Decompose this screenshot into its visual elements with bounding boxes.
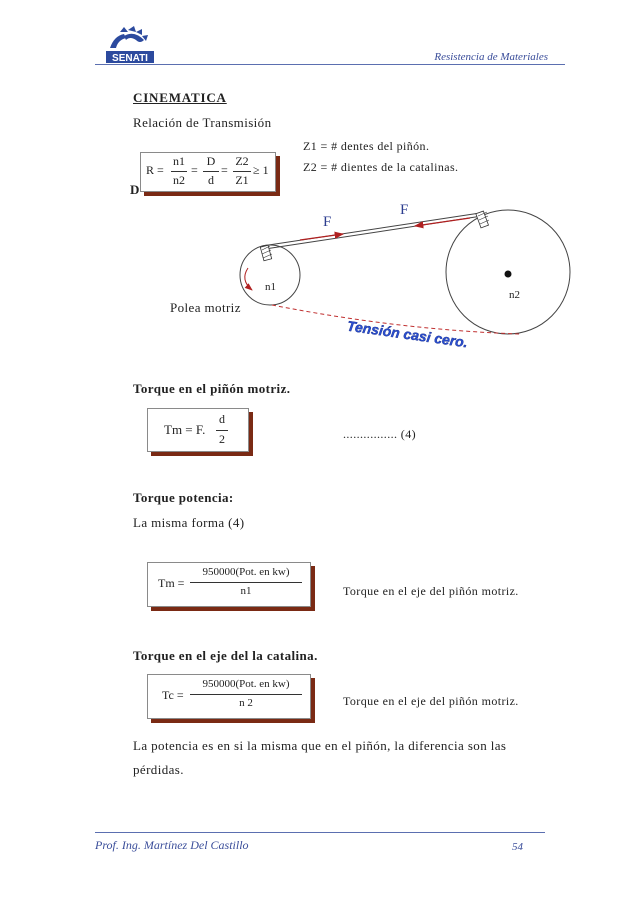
torque-pinion-num: d [219,412,225,426]
footer-author: Prof. Ing. Martínez Del Castillo [95,838,249,852]
force-label-right: F [400,202,409,218]
formula-r-lhs: R = [146,163,164,177]
formula-r-f2-den: d [208,173,214,187]
section-subtitle: Relación de Transmisión [133,115,272,130]
footer-rule [95,832,545,833]
torque-sprocket-num: 950000(Pot. en kw) [202,678,290,690]
torque-sprocket-den: n 2 [239,697,253,709]
force-label-left: F [323,214,332,230]
torque-pinion-line [216,430,228,431]
torque-sprocket-title: Torque en el eje del la catalina. [133,648,318,663]
torque-power-num: 950000(Pot. en kw) [202,566,290,578]
formula-r-f1-num: n1 [173,154,185,168]
tight-belt-upper [262,213,480,246]
formula-r-tail: ≥ 1 [253,163,269,177]
closing-line-1: La potencia es en si la misma que en el piñón, la diferencia son las [133,738,507,753]
torque-power-text: La misma forma (4) [133,515,245,530]
formula-r-f3-num: Z2 [235,154,249,168]
formula-r-f3-den: Z1 [235,173,249,187]
torque-power-line [190,582,302,583]
large-pulley-center [505,271,512,278]
z1-note: Z1 = # dentes del piñón. [303,139,430,153]
torque-pinion-ref: ................ (4) [343,427,416,441]
footer-page-number: 54 [512,841,523,853]
hidden-letter: D [130,182,140,197]
force-arrow-left [300,234,343,240]
torque-power-lhs: Tm = [158,576,185,590]
logo-text: SENATI [112,53,148,64]
pulley-label: Polea motriz [170,300,241,315]
formula-r-f1-den: n2 [173,173,185,187]
section-title: CINEMATICA [133,90,227,105]
torque-pinion-lhs: Tm = F. [164,422,206,437]
torque-sprocket-line [190,694,302,695]
z2-note: Z2 = # dientes de la catalinas. [303,160,459,174]
rotation-arrow [245,268,252,290]
closing-line-2: pérdidas. [133,762,184,777]
torque-sprocket-lhs: Tc = [162,688,184,702]
torque-power-box [147,562,311,607]
slack-label: Tensión casi cero. [346,317,469,351]
formula-r-eq1: = [191,163,198,177]
header-title: Resistencia de Materiales [434,51,548,63]
torque-power-note: Torque en el eje del piñón motriz. [343,584,519,598]
torque-sprocket-box [147,674,311,719]
formula-r-eq2: = [221,163,228,177]
torque-pinion-title: Torque en el piñón motriz. [133,381,291,396]
torque-power-title: Torque potencia: [133,490,234,505]
formula-r-f2-num: D [206,154,216,168]
small-pulley-hatch [260,245,272,261]
n1-label: n1 [265,281,276,293]
torque-pinion-box [147,408,249,452]
torque-power-den: n1 [240,585,252,597]
n2-label: n2 [509,289,520,301]
torque-pinion-den: 2 [219,432,225,446]
torque-sprocket-note: Torque en el eje del piñón motriz. [343,694,519,708]
